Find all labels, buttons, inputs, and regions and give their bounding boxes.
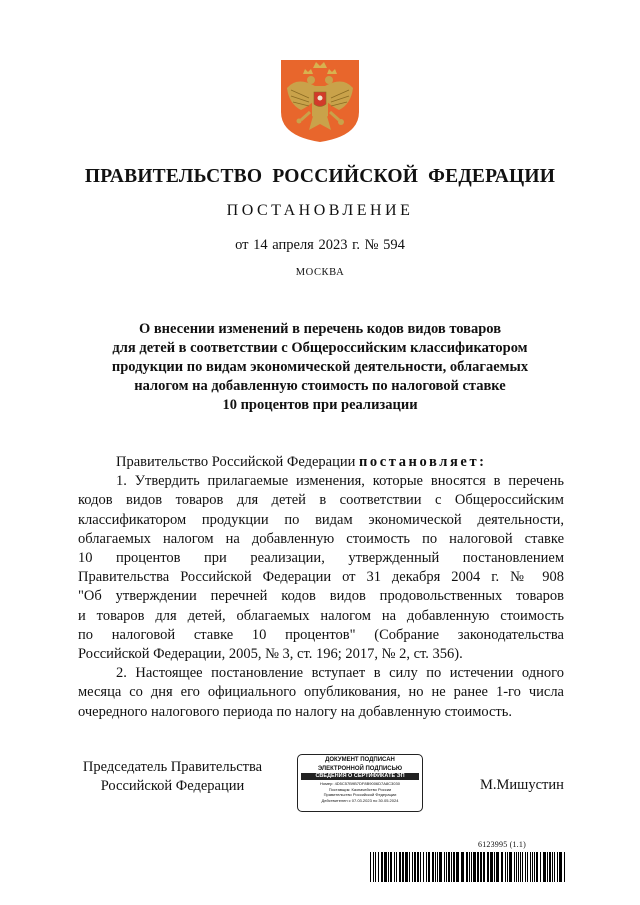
paragraph-1-line: 1. Утвердить прилагаемые изменения, которые вносятся в перечень bbox=[116, 473, 564, 490]
document-type: ПОСТАНОВЛЕНИЕ bbox=[226, 202, 414, 219]
resolves-word: постановляет: bbox=[358, 454, 487, 470]
paragraph-1-line: по налоговой ставке 10 процентов" (Собрание законодательства bbox=[78, 626, 564, 643]
paragraph-1-line: "Об утверждении перечней кодов видов продовольственных товаров bbox=[78, 588, 564, 605]
position-line: Российской Федерации bbox=[100, 778, 245, 794]
position-line: Председатель Правительства bbox=[82, 759, 263, 775]
document-body bbox=[78, 453, 564, 722]
document-title bbox=[95, 320, 545, 415]
paragraph-1-line: Правительства Российской Федерации от 31 декабря 2004 г. № 908 bbox=[78, 569, 564, 586]
stamp-line: ЭЛЕКТРОННОЙ ПОДПИСЬЮ bbox=[317, 765, 403, 772]
paragraph-1-line: Российской Федерации, 2005, № 3, ст. 196; 2017, № 2, ст. 356). bbox=[78, 646, 463, 663]
paragraph-1-line: облагаемых налогом на добавленную стоимость по налоговой ставке bbox=[78, 530, 564, 547]
title-line: продукции по видам экономической деятельности, облагаемых bbox=[111, 359, 529, 375]
title-line: для детей в соответствии с Общероссийским классификатором bbox=[112, 340, 528, 356]
paragraph-2-line: месяца со дня его официального опубликования, но не ранее 1-го числа bbox=[78, 684, 564, 701]
stamp-issuer: Поставщик: Казначейство России bbox=[328, 786, 392, 792]
stamp-serial: Номер: 4D5C57B9B7DF8B9006D7A8C3030 bbox=[320, 781, 400, 786]
coat-of-arms-icon bbox=[279, 58, 361, 144]
stamp-validity: Действителен с 07.03.2023 по 30.05.2024 bbox=[321, 797, 399, 803]
government-title: ПРАВИТЕЛЬСТВО РОССИЙСКОЙ ФЕДЕРАЦИИ bbox=[84, 166, 556, 187]
title-line: 10 процентов при реализации bbox=[222, 397, 418, 413]
stamp-certificate-header: СВЕДЕНИЯ О СЕРТИФИКАТЕ ЭП bbox=[301, 773, 419, 780]
paragraph-2-line: 2. Настоящее постановление вступает в силу по истечении одного bbox=[116, 665, 564, 682]
title-line: налогом на добавленную стоимость по налоговой ставке bbox=[134, 378, 506, 394]
signatory-name: М.Мишустин bbox=[480, 777, 564, 793]
barcode-icon bbox=[370, 852, 566, 882]
city: МОСКВА bbox=[295, 267, 345, 278]
document-code: 6123995 (1.1) bbox=[478, 840, 526, 849]
stamp-owner: Правительство Российской Федерации bbox=[323, 792, 397, 797]
intro-line bbox=[78, 453, 564, 472]
paragraph-2-line: очередного налогового периода по налогу на добавленную стоимость. bbox=[78, 703, 512, 720]
intro-text: Правительство Российской Федерации bbox=[116, 454, 356, 470]
title-line: О внесении изменений в перечень кодов видов товаров bbox=[138, 321, 502, 337]
signatory-position bbox=[75, 758, 270, 796]
stamp-line: ДОКУМЕНТ ПОДПИСАН bbox=[325, 757, 395, 763]
date-and-number: от 14 апреля 2023 г. № 594 bbox=[235, 237, 405, 253]
paragraph-1-line: кодов видов товаров для детей в соответствии с Общероссийским bbox=[78, 492, 564, 509]
paragraph-1-line: 10 процентов при реализации, утвержденный постановлением bbox=[78, 550, 564, 567]
paragraph-1-line: и товаров для детей, облагаемых налогом на добавленную стоимость bbox=[78, 607, 564, 624]
electronic-signature-stamp bbox=[297, 754, 423, 812]
paragraph-1-line: классификатором продукции по видам экономической деятельности, bbox=[78, 511, 564, 528]
